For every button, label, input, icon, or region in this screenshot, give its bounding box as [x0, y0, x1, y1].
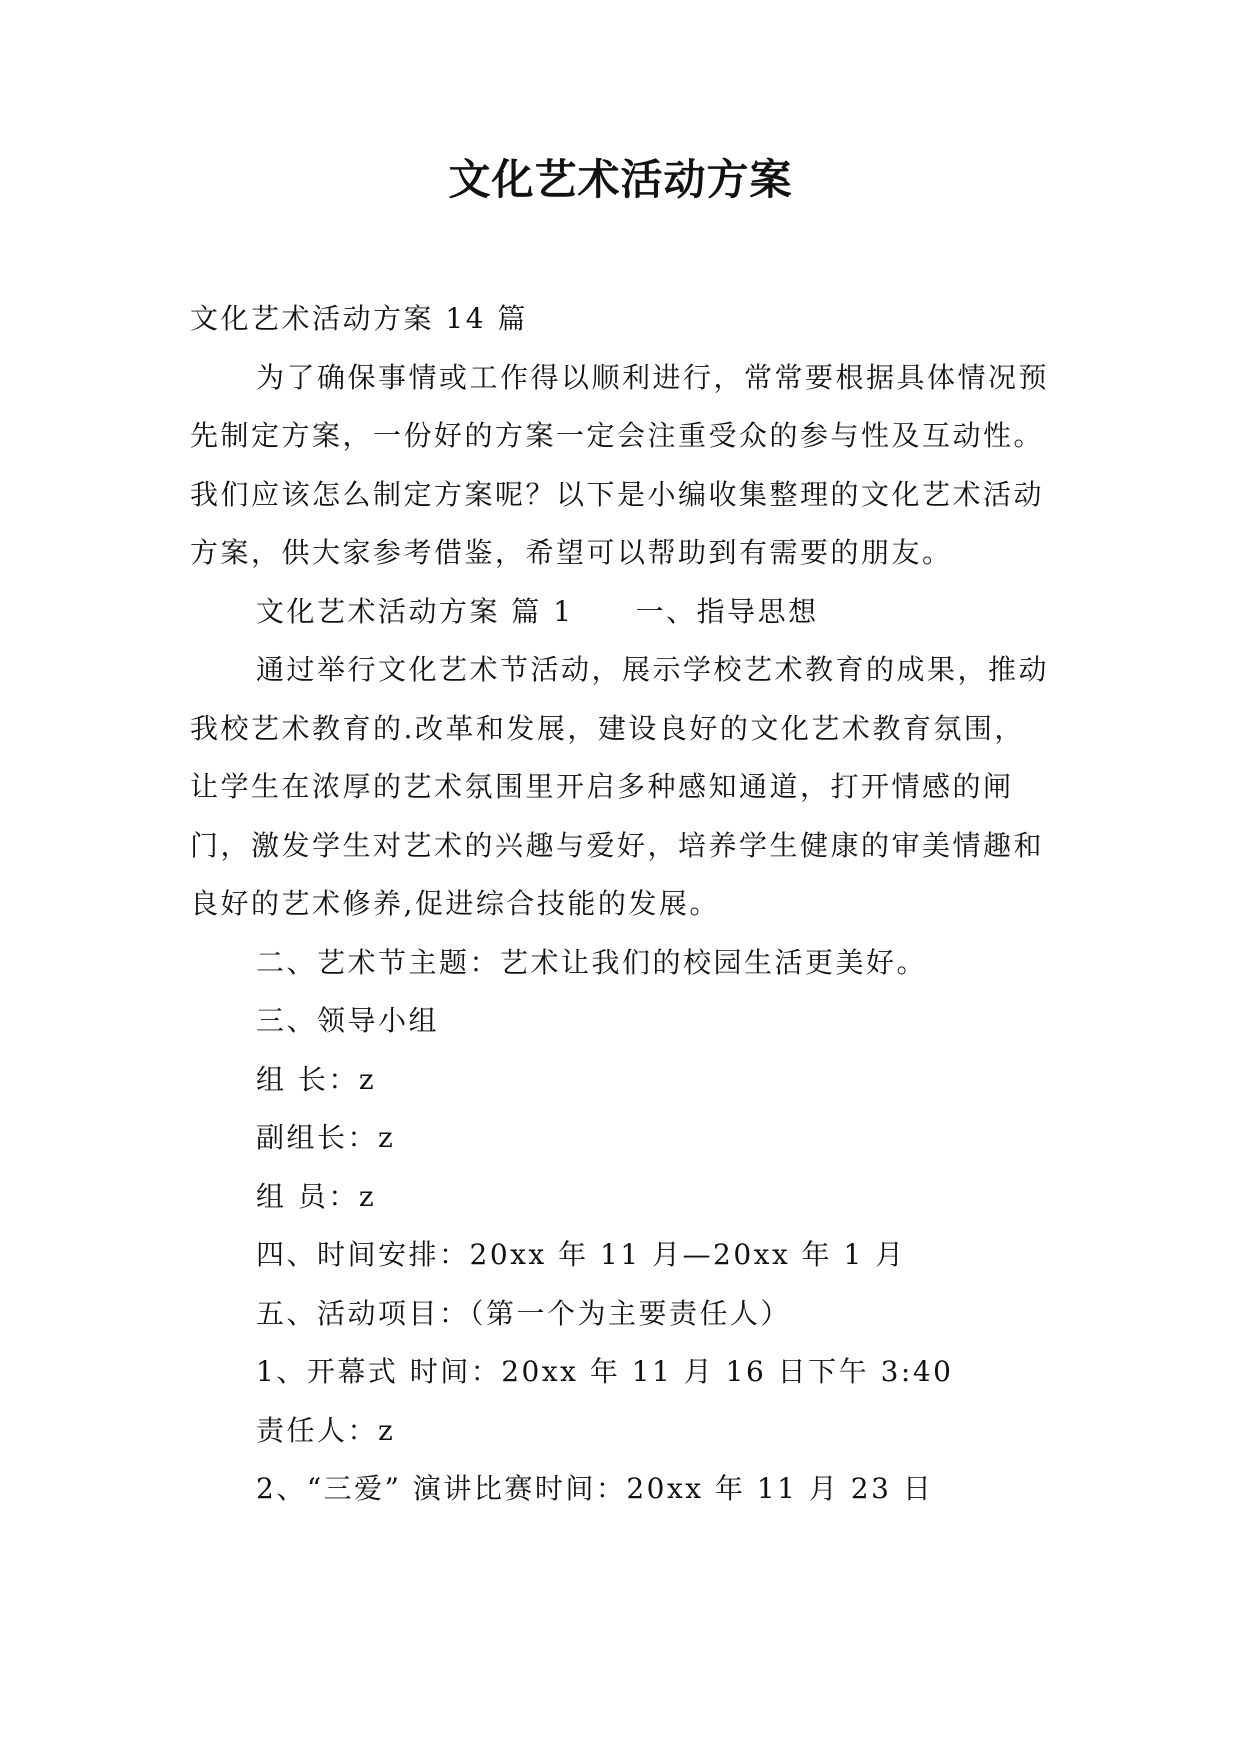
intro-paragraph: 为了确保事情或工作得以顺利进行，常常要根据具体情况预先制定方案，一份好的方案一定会注重受众的参与性及互动性。我们应该怎么制定方案呢？以下是小编收集整理的文化艺术活动方案，供大家参考借鉴，希望可以帮助到有需要的朋友。: [190, 360, 1050, 569]
text-line-activities: 五、活动项目：（第一个为主要责任人）: [256, 1296, 792, 1330]
document-title: 文化艺术活动方案: [448, 155, 793, 204]
guiding-paragraph: 通过举行文化艺术节活动，展示学校艺术教育的成果，推动我校艺术教育的.改革和发展，建设良好的文化艺术教育氛围，让学生在浓厚的艺术氛围里开启多种感知通道，打开情感的闸门，激发学生对艺术的兴趣与爱好，培养学生健康的审美情趣和良好的艺术修养,促进综合技能的发展。: [190, 653, 1050, 920]
text-line-speech-contest: 2、“三爱” 演讲比赛时间：20xx 年 11 月 23 日: [256, 1472, 934, 1505]
text-line-opening: 1、开幕式 时间：20xx 年 11 月 16 日下午 3:40: [256, 1355, 954, 1388]
section-heading: 文化艺术活动方案 篇 1: [256, 594, 574, 628]
text-line-leader: 组 长：z: [256, 1062, 377, 1096]
text-line-responsible: 责任人：z: [256, 1413, 396, 1447]
section-heading-line: [190, 583, 1050, 642]
document-subtitle: 文化艺术活动方案 14 篇: [190, 302, 528, 335]
text-line-leadership: 三、领导小组: [256, 1004, 440, 1037]
text-line-theme: 二、艺术节主题：艺术让我们的校园生活更美好。: [256, 945, 928, 979]
text-line-deputy-leader: 副组长：z: [256, 1121, 396, 1154]
section-first-item: 一、指导思想: [635, 594, 819, 628]
document-body: [190, 290, 1050, 1519]
text-line-schedule: 四、时间安排：20xx 年 11 月—20xx 年 1 月: [256, 1238, 906, 1271]
text-line-members: 组 员：z: [256, 1179, 377, 1213]
